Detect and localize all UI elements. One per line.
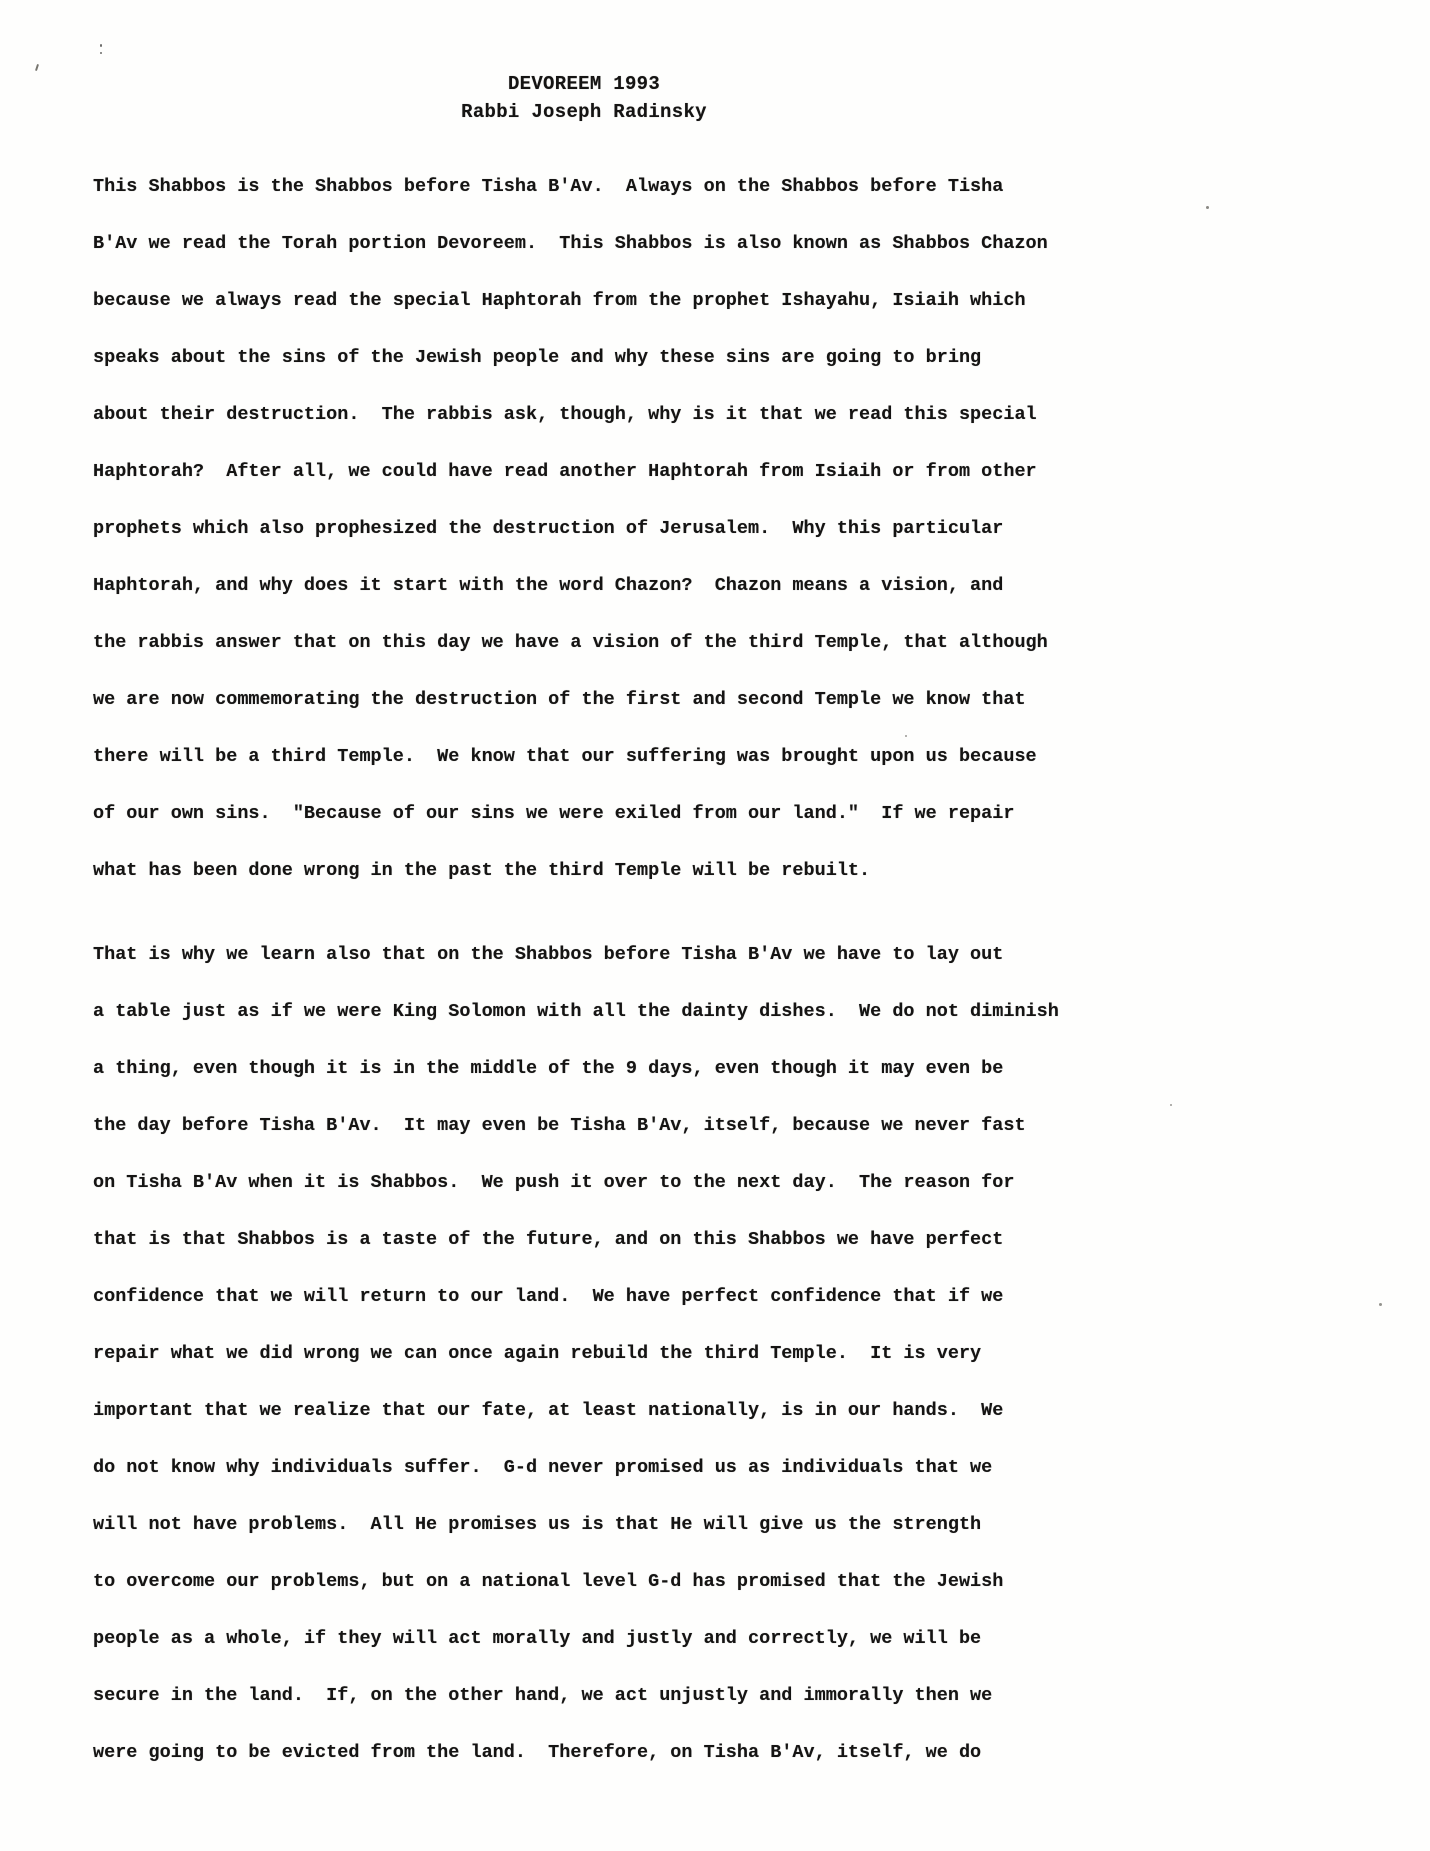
text-line: people as a whole, if they will act morally and justly and correctly, we will be bbox=[93, 1628, 982, 1649]
text-line: confidence that we will return to our land. We have perfect confidence that if we bbox=[93, 1286, 1004, 1307]
text-line: what has been done wrong in the past the third Temple will be rebuilt. bbox=[93, 860, 871, 881]
text-line: because we always read the special Haphtorah from the prophet Ishayahu, Isiaih which bbox=[93, 290, 1026, 311]
text-line: a table just as if we were King Solomon with all the dainty dishes. We do not diminish bbox=[93, 1001, 1059, 1022]
title-block bbox=[93, 70, 1075, 126]
text-line: were going to be evicted from the land. Therefore, on Tisha B'Av, itself, we do bbox=[93, 1742, 982, 1763]
text-line: will not have problems. All He promises us is that He will give us the strength bbox=[93, 1514, 982, 1535]
document-title: DEVOREEM 1993 bbox=[507, 73, 661, 95]
scan-speck bbox=[35, 64, 39, 71]
text-line: we are now commemorating the destruction of the first and second Temple we know that bbox=[93, 689, 1026, 710]
text-line: secure in the land. If, on the other hand, we act unjustly and immorally then we bbox=[93, 1685, 993, 1706]
scan-speck bbox=[100, 52, 102, 54]
scan-speck bbox=[1170, 1104, 1172, 1106]
text-line: to overcome our problems, but on a national level G-d has promised that the Jewish bbox=[93, 1571, 1004, 1592]
text-line: important that we realize that our fate, at least nationally, is in our hands. We bbox=[93, 1400, 1004, 1421]
text-line: a thing, even though it is in the middle of the 9 days, even though it may even be bbox=[93, 1058, 1004, 1079]
text-line: that is that Shabbos is a taste of the future, and on this Shabbos we have perfect bbox=[93, 1229, 1004, 1250]
text-line: repair what we did wrong we can once again rebuild the third Temple. It is very bbox=[93, 1343, 982, 1364]
text-line: prophets which also prophesized the destruction of Jerusalem. Why this particular bbox=[93, 518, 1004, 539]
text-line: of our own sins. "Because of our sins we were exiled from our land." If we repair bbox=[93, 803, 1015, 824]
text-line: on Tisha B'Av when it is Shabbos. We push it over to the next day. The reason for bbox=[93, 1172, 1015, 1193]
text-line: speaks about the sins of the Jewish people and why these sins are going to bring bbox=[93, 347, 982, 368]
text-line: about their destruction. The rabbis ask, though, why is it that we read this special bbox=[93, 404, 1037, 425]
text-line: there will be a third Temple. We know that our suffering was brought upon us because bbox=[93, 746, 1037, 767]
text-line: the day before Tisha B'Av. It may even be Tisha B'Av, itself, because we never fast bbox=[93, 1115, 1026, 1136]
text-line: That is why we learn also that on the Shabbos before Tisha B'Av we have to lay out bbox=[93, 944, 1004, 965]
paragraph-2 bbox=[93, 926, 1103, 1781]
text-line: Haphtorah? After all, we could have read another Haphtorah from Isiaih or from other bbox=[93, 461, 1037, 482]
scan-speck bbox=[1206, 206, 1209, 209]
text-line: the rabbis answer that on this day we have a vision of the third Temple, that although bbox=[93, 632, 1048, 653]
text-line: B'Av we read the Torah portion Devoreem. This Shabbos is also known as Shabbos Chazon bbox=[93, 233, 1048, 254]
scan-speck bbox=[1379, 1303, 1382, 1306]
text-line: This Shabbos is the Shabbos before Tisha B'Av. Always on the Shabbos before Tisha bbox=[93, 176, 1004, 197]
scan-speck bbox=[100, 44, 102, 47]
paragraph-1 bbox=[93, 158, 1103, 899]
text-line: Haphtorah, and why does it start with the word Chazon? Chazon means a vision, and bbox=[93, 575, 1004, 596]
document-body bbox=[93, 158, 1103, 1781]
text-line: do not know why individuals suffer. G-d never promised us as individuals that we bbox=[93, 1457, 993, 1478]
document-author: Rabbi Joseph Radinsky bbox=[461, 101, 707, 123]
